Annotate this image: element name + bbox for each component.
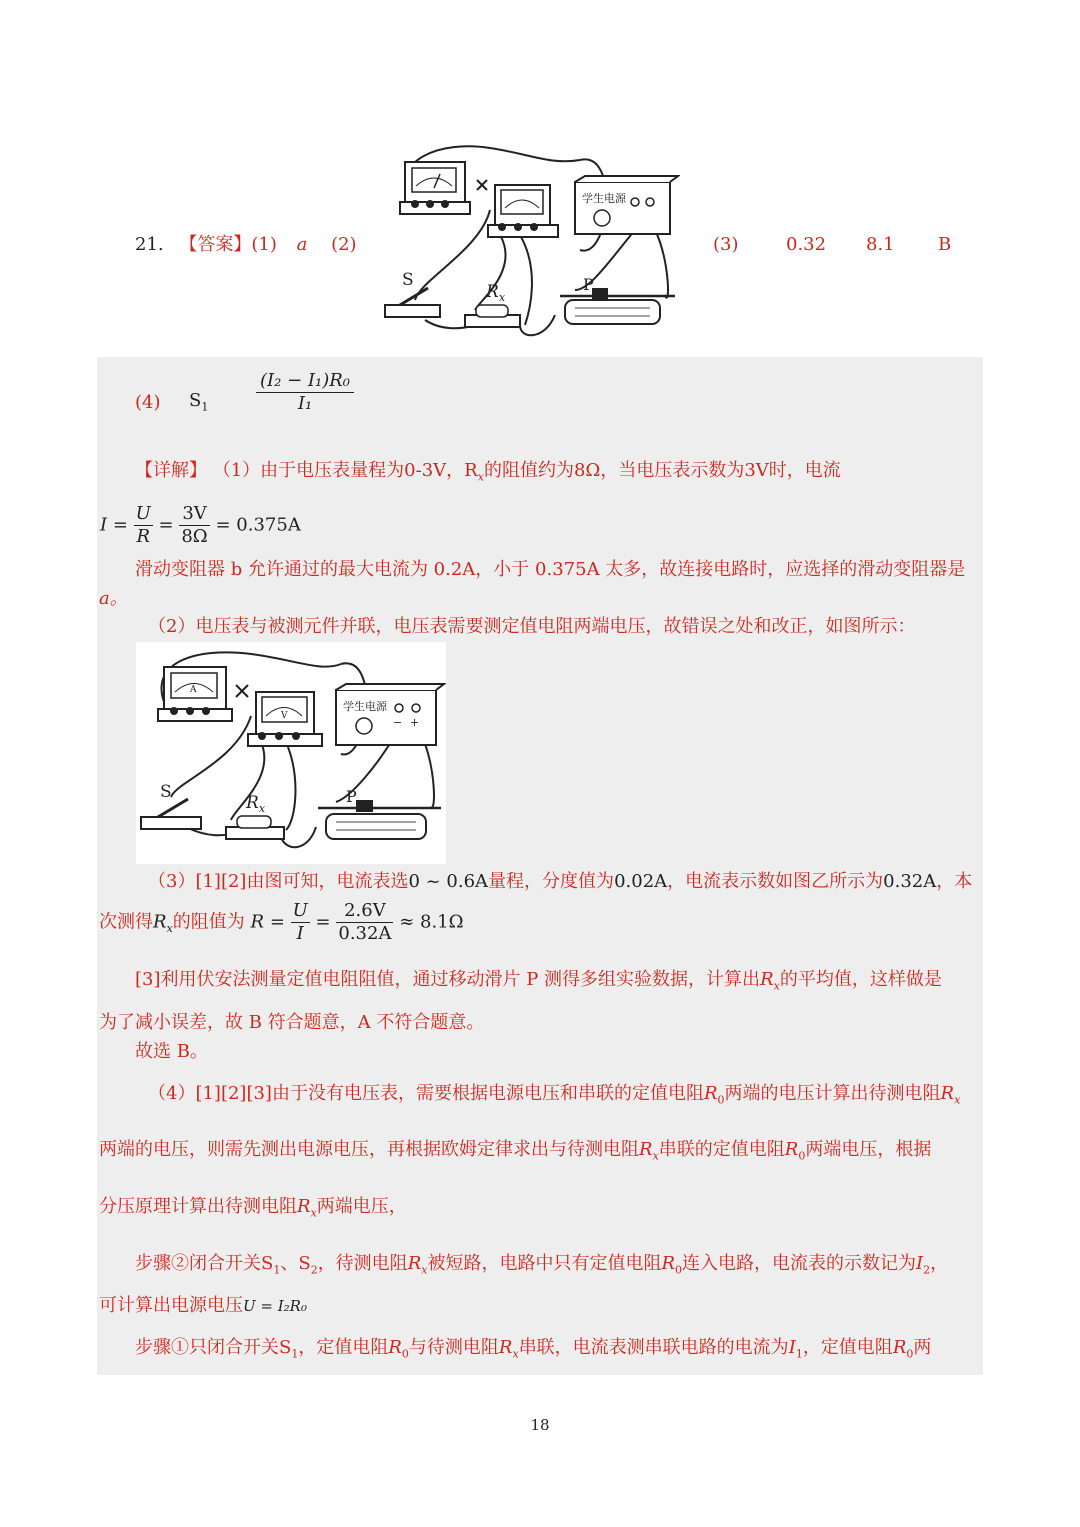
explain-s1-line2: 滑动变阻器 b 允许通过的最大电流为 0.2A，小于 0.375A 太多，故连接电路时，应选择的滑动变阻器是: [135, 559, 966, 580]
s3-text-c: ，电流表示数如图乙所示为: [667, 871, 884, 892]
slider-label-2: P: [346, 787, 357, 806]
explain-tag: 【详解】: [135, 460, 207, 481]
step2-text-d: 被短路，电路中只有定值电阻: [427, 1253, 662, 1274]
explain-s4-line2: 两端的电压，则需先测出电源电压，再根据欧姆定律求出与待测电阻$R_x$串联的定值电阻$R_0$两端电压，根据: [99, 1139, 932, 1163]
step2-text-f: ，: [930, 1253, 949, 1274]
part3-label: (3): [713, 234, 739, 255]
step2-line1: 步骤②闭合开关$S_1$、$S_2$，待测电阻$R_x$被短路，电路中只有定值电阻$R_0$连入电路，电流表的示数记为$I_2$，: [135, 1253, 949, 1277]
step2-text-e: 连入电路，电流表的示数记为: [682, 1253, 917, 1274]
circuit-diagram-corrected: [136, 642, 446, 864]
rheostat: [560, 275, 675, 324]
question-number: 21.: [135, 234, 164, 255]
power-supply-label: 学生电源: [582, 192, 626, 205]
s3-text-b: 量程，分度值为: [488, 871, 615, 892]
step1-text-a: 步骤①只闭合开关S: [135, 1337, 292, 1358]
power-supply-label-2: 学生电源: [343, 700, 387, 713]
step2-text-b: 、S: [280, 1253, 311, 1274]
s3-text-d: ，本: [936, 871, 973, 892]
s3-rx: R: [153, 911, 167, 933]
s3-eq-I: I: [296, 923, 304, 944]
step2-text-a: 步骤②闭合开关S: [135, 1253, 274, 1274]
resistor-rx: [465, 282, 520, 327]
ammeter: [400, 162, 470, 214]
part1-label: (1): [251, 234, 277, 255]
eq1-8ohm: 8Ω: [181, 526, 208, 547]
s4-line2-rx: R: [639, 1139, 653, 1160]
slider-label: P: [583, 275, 594, 294]
part4-formula: [256, 370, 354, 415]
s3-range: 0 ~ 0.6A: [408, 871, 489, 892]
eq1-result: = 0.375A: [215, 514, 301, 536]
s3-eq-result: ≈ 8.1Ω: [399, 911, 464, 933]
explain-s3-line4: 为了减小误差，故 B 符合题意，A 不符合题意。: [99, 1012, 485, 1033]
step1-rx-sub: x: [512, 1347, 519, 1361]
resistor-label-2: R: [246, 793, 259, 813]
voltmeter: [488, 185, 558, 237]
ammeter-2: [158, 667, 232, 721]
part3-value-choice: B: [938, 234, 952, 255]
step2-rx: R: [407, 1253, 422, 1274]
s4-line2-rx-sub: x: [652, 1149, 659, 1163]
plus-sign: +: [410, 716, 420, 729]
power-supply: [575, 176, 678, 234]
minus-sign: −: [393, 716, 403, 729]
s3-eq-R: R: [250, 911, 265, 933]
step2-line2: [99, 1294, 307, 1318]
explain-s1-line3: a。: [99, 588, 128, 609]
step1-text-f: 两: [913, 1337, 932, 1358]
explain-line-1: [135, 459, 841, 490]
s4-line3-rx-sub: x: [310, 1206, 317, 1220]
s4-line3-text-b: 两端电压，: [316, 1196, 407, 1217]
voltmeter-2: [248, 692, 322, 746]
eq1-3V: 3V: [179, 503, 209, 526]
s4-line2-text-c: 两端电压，根据: [805, 1139, 932, 1160]
answer-label: 【答案】: [179, 234, 252, 255]
step2-rx-sub: x: [421, 1263, 428, 1277]
s4-line3-rx: R: [297, 1196, 311, 1217]
s3-eq-032a: 0.32A: [338, 923, 392, 944]
explain-s3-line1: [148, 870, 972, 894]
step1-text-e: ，定值电阻: [802, 1337, 893, 1358]
part4-switch-sub: 1: [201, 400, 209, 414]
explain-s4-line1: （4）[1][2][3]由于没有电压表，需要根据电源电压和串联的定值电阻$R_0$两端的电压计算出待测电阻$R_x$: [148, 1083, 961, 1107]
power-supply-2: [336, 684, 444, 745]
step1-text-b: ，定值电阻: [298, 1337, 389, 1358]
explain-eq-1: I = $\frac{U}{R}$ = $\frac{3V}{8\Omega}$ = 0.375A: [100, 503, 301, 547]
explain-s1-text-a: （1）由于电压表量程为0-3V，R: [212, 460, 478, 481]
part4-switch-letter: S: [189, 390, 202, 411]
s3-reading: 0.32A: [883, 871, 937, 892]
eq1-R: R: [136, 526, 151, 547]
s3-line2-text-a: 次测得: [99, 911, 153, 933]
s4-line2-text-a: 两端的电压，则需先测出电源电压，再根据欧姆定律求出与待测电阻: [99, 1139, 639, 1160]
s3-line3-text-b: 的平均值，这样做是: [779, 969, 942, 990]
resistor-label: R: [486, 282, 499, 302]
s4-line3-text-a: 分压原理计算出待测电阻: [99, 1196, 297, 1217]
ammeter-letter: A: [190, 685, 197, 695]
step1-rx: R: [498, 1337, 513, 1358]
switch-label-2: S: [160, 782, 172, 802]
s4-line1-rx-sub: x: [954, 1093, 961, 1107]
page-number: 18: [530, 1416, 550, 1434]
s3-eq-U: U: [292, 900, 308, 921]
resistor-subscript-2: x: [258, 802, 266, 815]
step1-text-d: 串联，电流表测串联电路的电流为: [518, 1337, 789, 1358]
part3-value-resistance: 8.1: [866, 234, 895, 255]
step1-text-c: 与待测电阻: [408, 1337, 499, 1358]
s3-line3-rx-sub: x: [773, 979, 780, 993]
explain-s3-line2: 次测得$R_x$的阻值为 R = $\frac{U}{I}$ = $\frac{2.6V}{0.32A}$ ≈ 8.1Ω: [99, 900, 464, 944]
switch-label: S: [402, 270, 414, 290]
part2-label: (2): [331, 234, 357, 255]
s4-line2-text-b: 串联的定值电阻: [658, 1139, 785, 1160]
step1-line1: 步骤①只闭合开关$S_1$，定值电阻$R_0$与待测电阻$R_x$串联，电流表测串联电路的电流为$I_1$，定值电阻$R_0$两: [135, 1337, 932, 1361]
explain-s1-rx-sub: x: [477, 470, 484, 484]
step2-equation: U = I₂R₀: [243, 1297, 307, 1315]
s3-division: 0.02A: [614, 871, 668, 892]
s3-eq-26v: 2.6V: [336, 900, 393, 923]
step2-line2-text: 可计算出电源电压: [99, 1295, 243, 1316]
part3-value-current: 0.32: [786, 234, 827, 255]
voltmeter-letter: V: [281, 711, 288, 721]
s4-line1-text-a: （4）[1][2][3]由于没有电压表，需要根据电源电压和串联的定值电阻: [148, 1083, 704, 1104]
explain-s2-line1: （2）电压表与被测元件并联，电压表需要测定值电阻两端电压，故错误之处和改正，如图所示：: [148, 616, 916, 637]
eq1-I: I: [100, 514, 108, 536]
explain-s1-text-b: 的阻值约为8Ω，当电压表示数为3V时，电流: [483, 460, 841, 481]
switch: [385, 270, 440, 317]
eq1-U: U: [135, 503, 151, 524]
s3-line3-text-a: [3]利用伏安法测量定值电阻阻值，通过移动滑片 P 测得多组实验数据，计算出: [135, 969, 761, 990]
explain-s3-line3: [135, 968, 942, 999]
part4-formula-denominator: I₁: [297, 393, 313, 414]
svg-text:Rx: [485, 282, 506, 304]
resistor-subscript: x: [498, 291, 506, 304]
s3-text-a: （3）[1][2]由图可知，电流表选: [148, 871, 409, 892]
part4-label: (4): [135, 392, 161, 413]
part4-switch: [189, 389, 208, 420]
s4-line1-rx: R: [940, 1083, 955, 1104]
circuit-diagram-original: [380, 140, 680, 350]
step2-text-c: ，待测电阻: [317, 1253, 408, 1274]
explain-s3-line5: 故选 B。: [135, 1041, 208, 1062]
s3-line2-text-b: 的阻值为: [172, 911, 245, 933]
s3-line3-rx: R: [760, 969, 774, 990]
s3-rx-sub: x: [166, 922, 173, 936]
part4-formula-numerator: (I₂ − I₁)R₀: [256, 370, 354, 393]
s4-line1-text-b: 两端的电压计算出待测电阻: [724, 1083, 941, 1104]
explain-s4-line3: [99, 1195, 407, 1226]
answer-line: [135, 233, 357, 257]
part1-value: a: [296, 234, 308, 255]
